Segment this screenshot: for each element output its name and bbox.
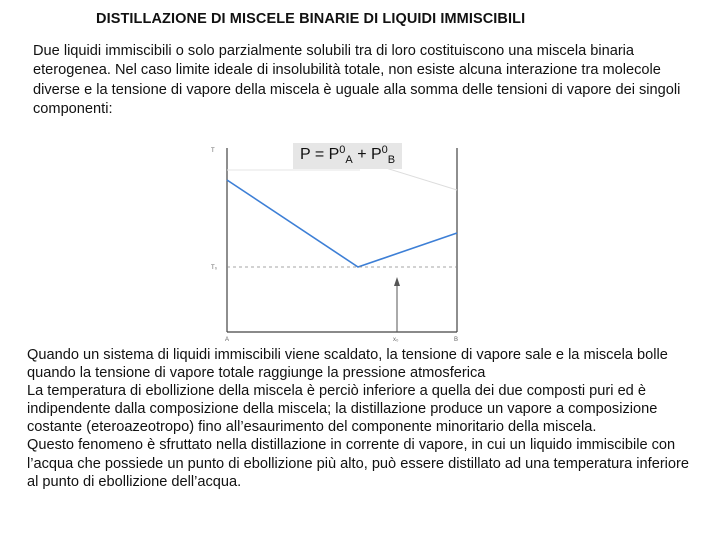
x-left-label: A	[225, 337, 230, 343]
formula-sub-b: B	[387, 154, 396, 166]
x-right-label: B	[454, 337, 459, 343]
page-title: DISTILLAZIONE DI MISCELE BINARIE DI LIQUIDI IMMISCIBILI	[96, 11, 526, 27]
formula-sub-a: A	[345, 154, 353, 166]
formula-plus: + P	[352, 146, 382, 163]
paragraph-boiling: Quando un sistema di liquidi immiscibili viene scaldato, la tensione di vapore sale e la miscela bolle quando la tensione di vapore totale raggiunge la pressione atmosferica	[27, 347, 668, 382]
x0-label: x₀	[393, 337, 399, 343]
body-text	[27, 346, 703, 491]
paragraph-temperature: La temperatura di ebollizione della miscela è perciò inferiore a quella dei due composti puri ed è indipendente dalla composizione della miscela; la distillazione produce un vapore a composizione costante (eteroazeotropo) fino all’esaurimento del componente minoritario della miscela.	[27, 383, 658, 436]
formula-box	[293, 143, 402, 169]
x0-arrow-head	[394, 277, 400, 286]
y-axis-label: T	[211, 148, 215, 154]
formula-lhs: P = P	[300, 146, 340, 163]
intro-paragraph: Due liquidi immiscibili o solo parzialmente solubili tra di loro costituiscono una miscela binaria eterogenea. Nel caso limite ideale di insolubilità totale, non esiste alcuna interazione tra molecole diverse e la tensione di vapore della miscela è uguale alla somma delle tensioni di vapore dei singoli componenti:	[33, 43, 681, 117]
paragraph-steam-distillation: Questo fenomeno è sfruttato nella distillazione in corrente di vapore, in cui un liquido immiscibile con l’acqua che possiede un punto di ebollizione più alto, può essere distillato ad una temperatura inferiore al punto di ebollizione dell’acqua.	[27, 437, 690, 490]
formula-sup-b: 0	[381, 144, 388, 156]
t0-label: T₀	[211, 265, 218, 271]
formula-sup-a: 0	[339, 144, 346, 156]
liquidus-curve	[227, 180, 457, 267]
